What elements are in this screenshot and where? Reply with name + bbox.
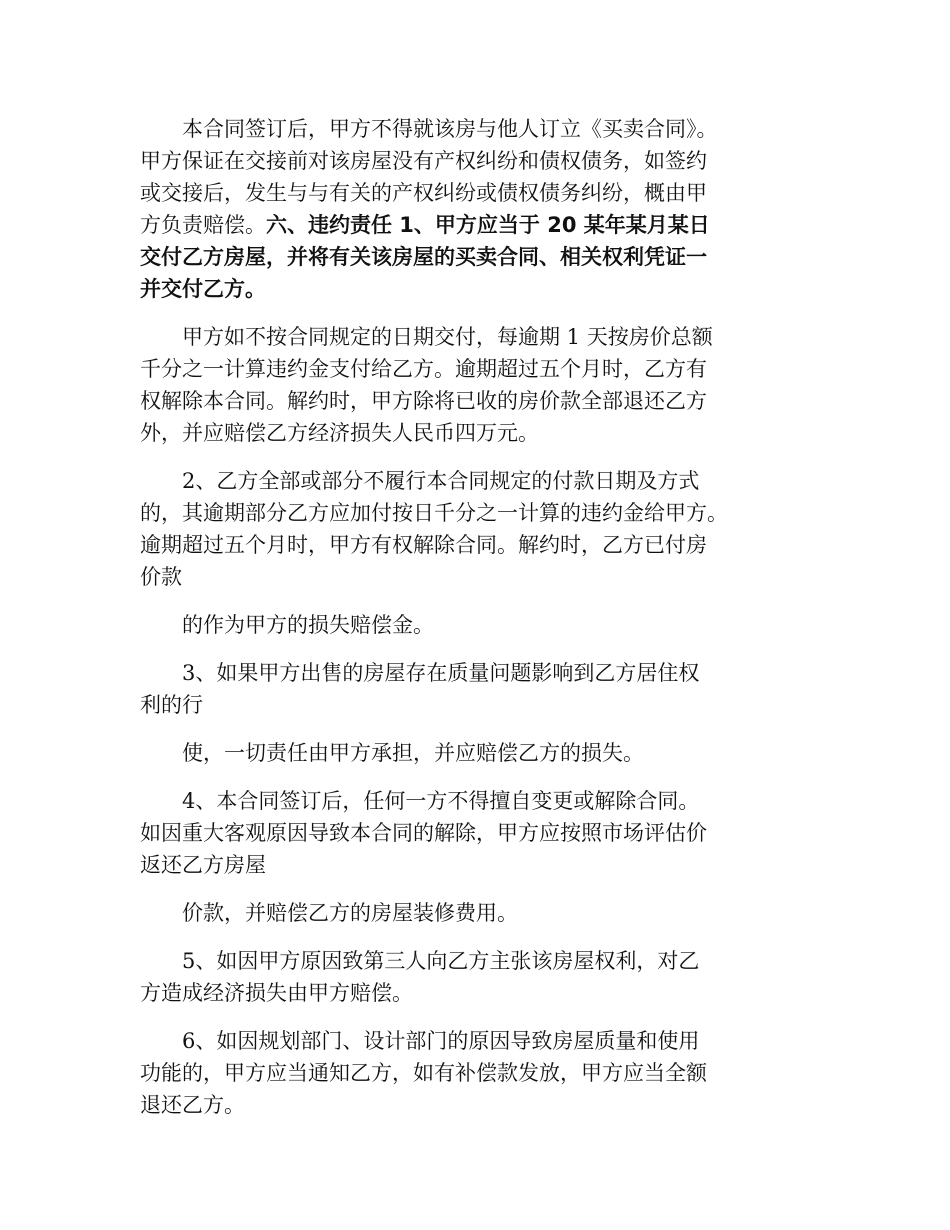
paragraph-6-line-1: 使，一切责任由甲方承担，并应赔偿乙方的损失。: [182, 741, 644, 765]
paragraph-1-line-2: 甲方保证在交接前对该房屋没有产权纠纷和债权债务，如签约: [140, 149, 707, 173]
paragraph-10-line-2: 功能的，甲方应当通知乙方，如有补偿款发放，甲方应当全额: [140, 1061, 707, 1085]
paragraph-8-line-1: 价款，并赔偿乙方的房屋装修费用。: [182, 901, 518, 925]
paragraph-7-line-2: 如因重大客观原因导致本合同的解除，甲方应按照市场评估价: [140, 821, 707, 845]
paragraph-5-line-1: 3、如果甲方出售的房屋存在质量问题影响到乙方居住权: [182, 661, 700, 685]
paragraph-1-line-1: 本合同签订后，甲方不得就该房与他人订立《买卖合同》。: [182, 117, 718, 141]
paragraph-9-line-1: 5、如因甲方原因致第三人向乙方主张该房屋权利，对乙: [182, 949, 700, 973]
paragraph-9-line-2: 方造成经济损失由甲方赔偿。: [140, 981, 413, 1005]
paragraph-4: [140, 609, 820, 641]
paragraph-1-line-4: 方负责赔偿。: [140, 213, 266, 237]
document-page: [140, 113, 820, 1137]
paragraph-10-line-3: 退还乙方。: [140, 1093, 245, 1117]
paragraph-5-line-2: 利的行: [140, 693, 203, 717]
breach-liability-heading: 六、违约责任 1、甲方应当于 20 某年某月某日: [266, 213, 710, 237]
paragraph-2-line-4: 外，并应赔偿乙方经济损失人民币四万元。: [140, 421, 539, 445]
paragraph-3-line-2: 的，其逾期部分乙方应加付按日千分之一计算的违约金给甲方。: [140, 501, 728, 525]
paragraph-3-line-3: 逾期超过五个月时，甲方有权解除合同。解约时，乙方已付房: [140, 533, 707, 557]
paragraph-2-line-2: 千分之一计算违约金支付给乙方。逾期超过五个月时，乙方有: [140, 357, 707, 381]
paragraph-7-line-3: 返还乙方房屋: [140, 853, 266, 877]
paragraph-5: [140, 657, 820, 721]
breach-liability-line-2: 交付乙方房屋，并将有关该房屋的买卖合同、相关权利凭证一: [140, 245, 707, 269]
paragraph-3: [140, 465, 820, 593]
paragraph-2-line-3: 权解除本合同。解约时，甲方除将已收的房价款全部退还乙方: [140, 389, 707, 413]
paragraph-2-line-1: 甲方如不按合同规定的日期交付，每逾期 1 天按房价总额: [182, 325, 713, 349]
paragraph-1: [140, 113, 820, 305]
breach-liability-line-3: 并交付乙方。: [140, 277, 266, 301]
paragraph-10-line-1: 6、如因规划部门、设计部门的原因导致房屋质量和使用: [182, 1029, 700, 1053]
paragraph-8: [140, 897, 820, 929]
paragraph-3-line-1: 2、乙方全部或部分不履行本合同规定的付款日期及方式: [182, 469, 700, 493]
paragraph-1-line-3: 或交接后，发生与与有关的产权纠纷或债权债务纠纷，概由甲: [140, 181, 707, 205]
paragraph-4-line-1: 的作为甲方的损失赔偿金。: [182, 613, 434, 637]
paragraph-10: [140, 1025, 820, 1121]
paragraph-7-line-1: 4、本合同签订后，任何一方不得擅自变更或解除合同。: [182, 789, 700, 813]
paragraph-6: [140, 737, 820, 769]
paragraph-3-line-4: 价款: [140, 565, 182, 589]
paragraph-9: [140, 945, 820, 1009]
paragraph-7: [140, 785, 820, 881]
paragraph-2: [140, 321, 820, 449]
